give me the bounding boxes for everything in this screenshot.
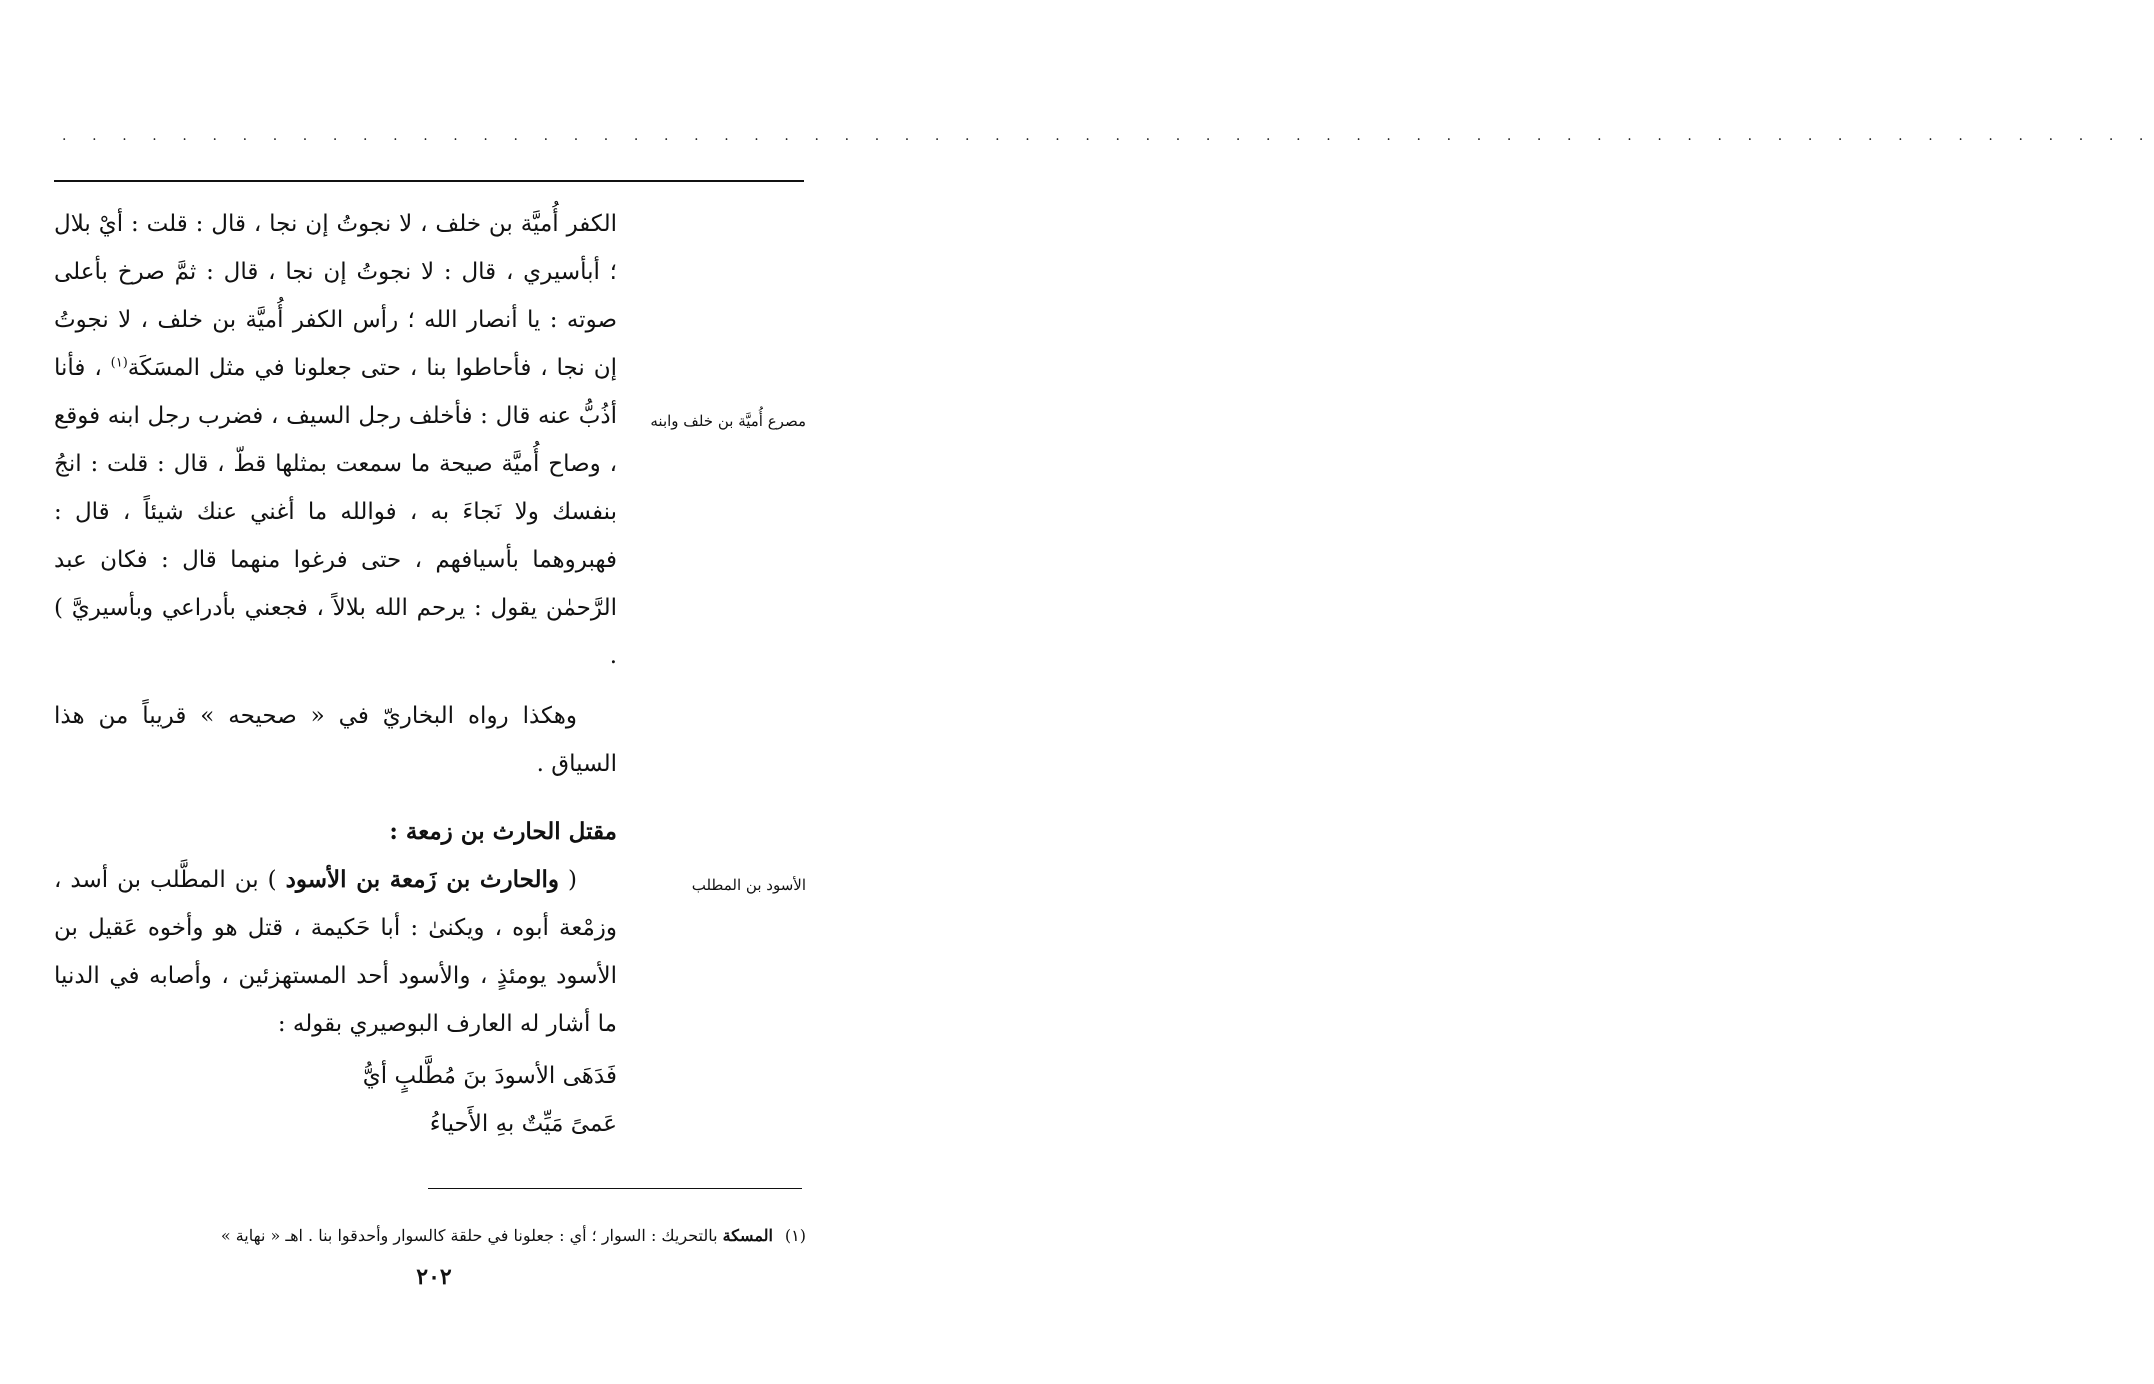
footnote-rule <box>428 1188 802 1189</box>
footnote <box>54 1222 806 1250</box>
footnote-term: المسكة <box>722 1226 773 1245</box>
footnote-number: (١) <box>784 1226 806 1245</box>
paragraph-3-rest: ) بن المطَّلب بن أسد ، وزمْعة أبوه ، ويكنىٰ : أبا حَكيمة ، قتل هو وأخوه عَقيل بن الأسود يومئذٍ ، والأسود أحد المستهزئين ، وأصابه في الدنيا ما أشار له العارف البوصيري بقوله : <box>54 867 617 1037</box>
margin-note-umayya: مصرع أُميَّة بن خلف وابنه <box>650 412 806 430</box>
margin-note-aswad: الأسود بن المطلب <box>691 876 806 894</box>
footnote-ref: (١) <box>110 355 128 371</box>
top-dotted-line: . . . . . . . . . . . . . . . . . . . . . . . . . . . . . . . . . . . . . . . . . . . . . . . . . . . . . . . . . . . . . . . . . . . . . . <box>62 128 2154 144</box>
verse-line-2: عَمىً مَيِّتٌ بهِ الأَحياءُ <box>429 1111 617 1137</box>
section-heading: مقتل الحارث بن زمعة : <box>389 818 617 845</box>
paragraph-1 <box>54 200 617 680</box>
footnote-text: بالتحريك : السوار ؛ أي : جعلونا في حلقة كالسوار وأحدقوا بنا . اهـ « نهاية » <box>220 1226 723 1245</box>
paragraph-1-part2: ، فأنا أذُبُّ عنه قال : فأخلف رجل السيف ، فضرب رجل ابنه فوقع ، وصاح أُميَّة صيحة ما سمعت بمثلها قطّ ، قال : قلت : انجُ بنفسك ولا نَجاءَ به ، فوالله ما أغني عنك شيئاً ، قال : فهبروهما بأسيافهم ، حتى فرغوا منهما قال : فكان عبد الرَّحمٰن يقول : يرحم الله بلالاً ، فجعني بأدراعي وبأسيريَّ ) . <box>54 355 617 669</box>
paragraph-1-part1: الكفر أُميَّة بن خلف ، لا نجوتُ إن نجا ، قال : قلت : أيْ بلال ؛ أبأسيري ، قال : لا نجوتُ إن نجا ، قال : ثمَّ صرخ بأعلى صوته : يا أنصار الله ؛ رأس الكفر أُميَّة بن خلف ، لا نجوتُ إن نجا ، فأحاطوا بنا ، حتى جعلونا في مثل المسَكَة <box>54 211 617 381</box>
paragraph-3-open: ( <box>559 867 577 893</box>
verse-line-1: فَدَهَى الأسودَ بنَ مُطَّلبٍ أيُّ <box>362 1063 617 1089</box>
paragraph-3-bold: والحارث بن زَمعة بن الأسود <box>285 866 560 893</box>
page-number: ٢٠٢ <box>416 1264 452 1290</box>
paragraph-2: وهكذا رواه البخاريّ في « صحيحه » قريباً من هذا السياق . <box>54 703 617 777</box>
header-rule <box>54 180 804 182</box>
main-text <box>54 200 617 1148</box>
paragraph-3 <box>54 856 617 1048</box>
